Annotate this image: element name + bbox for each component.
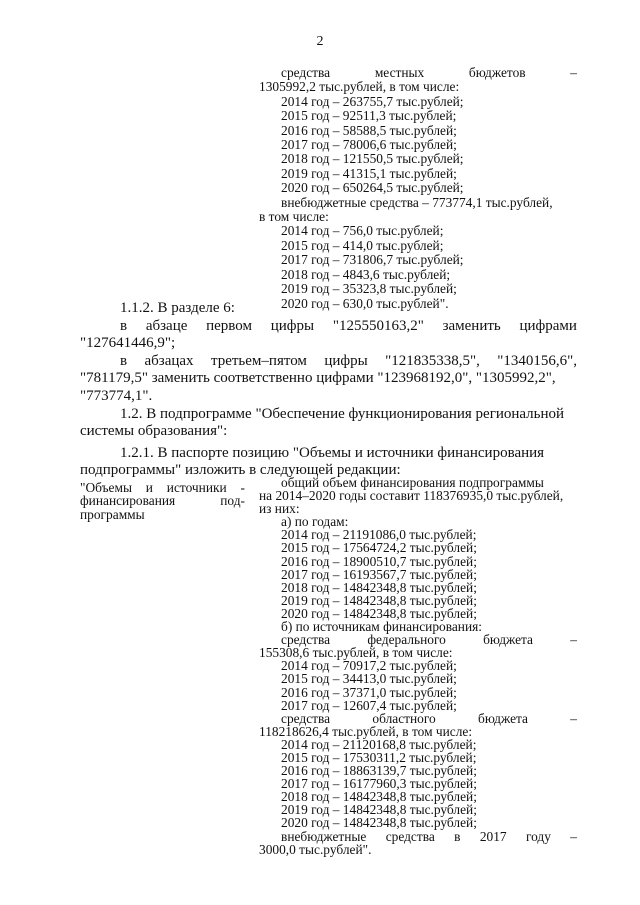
passport-label-column [80,481,245,521]
paragraph-line: "773774,1". [80,387,153,404]
list-item: 2018 год – 121550,5 тыс.рублей; [281,151,464,167]
by-years-title: а) по годам: [281,514,349,530]
list-item: 2019 год – 35323,8 тыс.рублей; [281,281,457,297]
intro-line: из них: [259,501,300,517]
list-item: 2017 год – 16193567,7 тыс.рублей; [281,566,477,582]
list-item: 2014 год – 21120168,8 тыс.рублей; [281,736,477,752]
list-item: 2016 год – 18900510,7 тыс.рублей; [281,553,477,569]
main-text [80,300,577,480]
section-heading: 1.2. В подпрограмме "Обеспечение функционирования региональной [120,405,565,422]
list-item: 2019 год – 14842348,8 тыс.рублей; [281,592,477,608]
list-item: 2016 год – 37371,0 тыс.рублей; [281,684,457,700]
by-sources-title: б) по источникам финансирования: [281,619,483,635]
federal-total: 155308,6 тыс.рублей, в том числе: [259,645,453,661]
extra-budget-line: внебюджетные средства – 773774,1 тыс.рублей, [281,194,553,210]
list-item: 2016 год – 58588,5 тыс.рублей; [281,122,457,138]
local-budget-block [259,66,577,311]
extra-budget-end: 3000,0 тыс.рублей". [259,841,372,857]
paragraph-line: в абзацах третьем–пятом цифры "121835338,5", "1340156,6", [120,352,577,369]
regional-budget-line: средства областного бюджета – [281,710,577,726]
local-budget-line: средства местных бюджетов – [281,65,577,80]
paragraph-line: подпрограммы" изложить в следующей редакции: [80,462,401,479]
label-line: финансирования под- [80,493,245,509]
intro-line: общий объем финансирования подпрограммы [281,475,544,490]
federal-budget-line: средства федерального бюджета – [281,632,577,648]
regional-total: 118218626,4 тыс.рублей, в том числе: [259,723,473,739]
paragraph-line: "127641446,9"; [80,335,176,352]
list-item: 2018 год – 14842348,8 тыс.рублей; [281,789,477,805]
list-item: 2016 год – 18863139,7 тыс.рублей; [281,763,477,779]
section-heading: 1.1.2. В разделе 6: [120,300,235,316]
list-item: 2020 год – 630,0 тыс.рублей". [281,295,449,311]
list-item: 2014 год – 70917,2 тыс.рублей; [281,658,457,674]
local-budget-total: 1305992,2 тыс.рублей, в том числе: [259,79,460,95]
paragraph-line: в абзаце первом цифры "125550163,2" заменить цифрами [120,317,577,334]
extra-budget-incl: в том числе: [259,209,329,225]
list-item: 2015 год – 92511,3 тыс.рублей; [281,108,457,124]
passport-value-column [259,476,577,856]
list-item: 2019 год – 14842348,8 тыс.рублей; [281,802,477,818]
list-item: 2014 год – 263755,7 тыс.рублей; [281,93,464,109]
paragraph-line: системы образования": [80,423,228,440]
paragraph-line: "781179,5" заменить соответственно цифрами "123968192,0", "1305992,2", [80,370,556,387]
list-item: 2015 год – 34413,0 тыс.рублей; [281,671,457,687]
section-heading: 1.2.1. В паспорте позицию "Объемы и источники финансирования [120,444,545,461]
label-line: "Объемы и источники - [80,480,245,495]
list-item: 2015 год – 17564724,2 тыс.рублей; [281,540,477,556]
list-item: 2015 год – 414,0 тыс.рублей; [281,237,444,253]
list-item: 2020 год – 14842348,8 тыс.рублей; [281,605,477,621]
list-item: 2018 год – 4843,6 тыс.рублей; [281,266,451,282]
list-item: 2017 год – 78006,6 тыс.рублей; [281,137,457,153]
list-item: 2017 год – 16177960,3 тыс.рублей; [281,776,477,792]
intro-line: на 2014–2020 годы составит 118376935,0 тыс.рублей, [259,488,564,504]
list-item: 2015 год – 17530311,2 тыс.рублей; [281,749,477,765]
label-line: программы [80,506,145,522]
list-item: 2018 год – 14842348,8 тыс.рублей; [281,579,477,595]
list-item: 2017 год – 12607,4 тыс.рублей; [281,697,457,713]
page-number: 2 [316,34,324,49]
list-item: 2014 год – 756,0 тыс.рублей; [281,223,444,239]
list-item: 2020 год – 650264,5 тыс.рублей; [281,180,464,196]
list-item: 2017 год – 731806,7 тыс.рублей; [281,252,464,268]
extra-budget-line: внебюджетные средства в 2017 году – [281,828,577,844]
list-item: 2019 год – 41315,1 тыс.рублей; [281,165,457,181]
list-item: 2020 год – 14842348,8 тыс.рублей; [281,815,477,831]
list-item: 2014 год – 21191086,0 тыс.рублей; [281,527,477,543]
